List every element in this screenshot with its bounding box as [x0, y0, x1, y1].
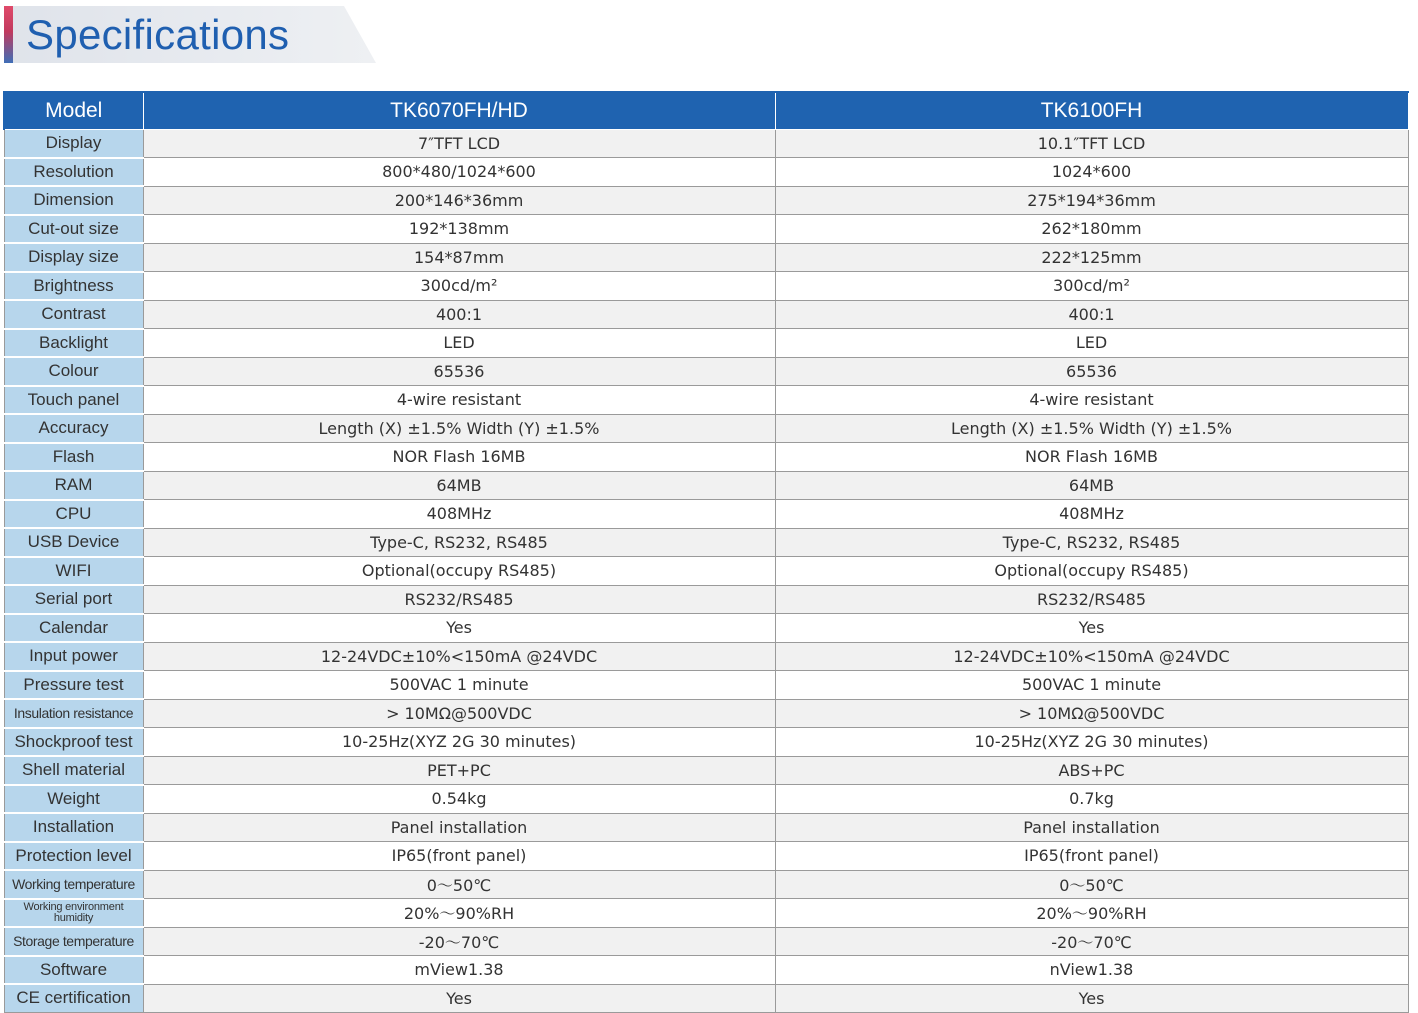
spec-value-tk6070fh-hd: PET+PC — [143, 756, 775, 785]
spec-value-tk6100fh: 275*194*36mm — [775, 186, 1408, 215]
spec-value-tk6070fh-hd: 20%～90%RH — [143, 899, 775, 928]
spec-value-tk6100fh: 4-wire resistant — [775, 386, 1408, 415]
spec-value-tk6070fh-hd: Panel installation — [143, 813, 775, 842]
spec-label: CE certification — [4, 984, 143, 1012]
spec-label: Contrast — [4, 300, 143, 329]
table-row — [4, 984, 1408, 1012]
spec-value-tk6070fh-hd: 400:1 — [143, 300, 775, 329]
spec-label: Input power — [4, 642, 143, 671]
spec-value-tk6070fh-hd: 0～50℃ — [143, 870, 775, 899]
spec-value-tk6100fh: 0.7kg — [775, 785, 1408, 814]
spec-label: Pressure test — [4, 671, 143, 700]
header-tk6100fh: TK6100FH — [775, 92, 1408, 130]
spec-value-tk6070fh-hd: Type-C, RS232, RS485 — [143, 528, 775, 557]
spec-value-tk6100fh: 262*180mm — [775, 215, 1408, 244]
spec-value-tk6070fh-hd: 800*480/1024*600 — [143, 158, 775, 187]
spec-label: Protection level — [4, 842, 143, 871]
spec-value-tk6100fh: LED — [775, 329, 1408, 358]
spec-value-tk6070fh-hd: 300cd/m² — [143, 272, 775, 301]
spec-label: Colour — [4, 357, 143, 386]
spec-label: Shell material — [4, 756, 143, 785]
spec-value-tk6100fh: 10-25Hz(XYZ 2G 30 minutes) — [775, 728, 1408, 757]
table-row — [4, 243, 1408, 272]
spec-value-tk6070fh-hd: Yes — [143, 984, 775, 1012]
spec-value-tk6100fh: RS232/RS485 — [775, 585, 1408, 614]
table-row — [4, 186, 1408, 215]
spec-value-tk6100fh: Length (X) ±1.5% Width (Y) ±1.5% — [775, 414, 1408, 443]
spec-value-tk6100fh: Type-C, RS232, RS485 — [775, 528, 1408, 557]
spec-value-tk6100fh: 64MB — [775, 471, 1408, 500]
spec-value-tk6100fh: IP65(front panel) — [775, 842, 1408, 871]
table-header-row — [4, 92, 1408, 130]
spec-value-tk6070fh-hd: mView1.38 — [143, 956, 775, 985]
spec-label: Weight — [4, 785, 143, 814]
spec-value-tk6100fh: > 10MΩ@500VDC — [775, 699, 1408, 728]
table-row — [4, 813, 1408, 842]
spec-label: Backlight — [4, 329, 143, 358]
spec-value-tk6070fh-hd: Yes — [143, 614, 775, 643]
spec-value-tk6070fh-hd: NOR Flash 16MB — [143, 443, 775, 472]
spec-value-tk6100fh: Yes — [775, 614, 1408, 643]
spec-label: Serial port — [4, 585, 143, 614]
page-title: Specifications — [26, 11, 290, 58]
table-row — [4, 329, 1408, 358]
spec-label: USB Device — [4, 528, 143, 557]
spec-value-tk6070fh-hd: LED — [143, 329, 775, 358]
table-row — [4, 699, 1408, 728]
spec-value-tk6100fh: Panel installation — [775, 813, 1408, 842]
spec-label: Resolution — [4, 158, 143, 187]
spec-label: Storage temperature — [4, 927, 143, 956]
spec-label: Software — [4, 956, 143, 985]
spec-value-tk6070fh-hd: 192*138mm — [143, 215, 775, 244]
table-row — [4, 927, 1408, 956]
table-row — [4, 756, 1408, 785]
spec-value-tk6100fh: ABS+PC — [775, 756, 1408, 785]
table-row — [4, 386, 1408, 415]
spec-value-tk6100fh: 10.1″TFT LCD — [775, 130, 1408, 158]
table-row — [4, 528, 1408, 557]
table-row — [4, 842, 1408, 871]
spec-label: CPU — [4, 500, 143, 529]
table-row — [4, 870, 1408, 899]
spec-label: Display — [4, 130, 143, 158]
spec-label: Display size — [4, 243, 143, 272]
spec-label: Flash — [4, 443, 143, 472]
spec-label: Working temperature — [4, 870, 143, 899]
spec-value-tk6070fh-hd: Optional(occupy RS485) — [143, 557, 775, 586]
spec-value-tk6070fh-hd: 154*87mm — [143, 243, 775, 272]
table-row — [4, 357, 1408, 386]
spec-value-tk6070fh-hd: 0.54kg — [143, 785, 775, 814]
spec-value-tk6070fh-hd: RS232/RS485 — [143, 585, 775, 614]
table-row — [4, 557, 1408, 586]
spec-value-tk6070fh-hd: 500VAC 1 minute — [143, 671, 775, 700]
table-row — [4, 614, 1408, 643]
title-accent-bar — [4, 6, 13, 63]
spec-value-tk6070fh-hd: 64MB — [143, 471, 775, 500]
spec-value-tk6070fh-hd: 65536 — [143, 357, 775, 386]
spec-value-tk6070fh-hd: 12-24VDC±10%<150mA @24VDC — [143, 642, 775, 671]
spec-value-tk6100fh: NOR Flash 16MB — [775, 443, 1408, 472]
spec-value-tk6100fh: 12-24VDC±10%<150mA @24VDC — [775, 642, 1408, 671]
spec-value-tk6100fh: Optional(occupy RS485) — [775, 557, 1408, 586]
spec-label: Cut-out size — [4, 215, 143, 244]
spec-value-tk6070fh-hd: IP65(front panel) — [143, 842, 775, 871]
table-row — [4, 130, 1408, 158]
spec-label: Insulation resistance — [4, 699, 143, 728]
spec-value-tk6100fh: Yes — [775, 984, 1408, 1012]
spec-value-tk6070fh-hd: 200*146*36mm — [143, 186, 775, 215]
table-row — [4, 414, 1408, 443]
table-row — [4, 585, 1408, 614]
table-body — [4, 130, 1408, 1013]
table-row — [4, 272, 1408, 301]
spec-label: WIFI — [4, 557, 143, 586]
table-row — [4, 500, 1408, 529]
table-row — [4, 158, 1408, 187]
spec-label: Installation — [4, 813, 143, 842]
table-row — [4, 443, 1408, 472]
table-row — [4, 471, 1408, 500]
table-row — [4, 300, 1408, 329]
table-row — [4, 215, 1408, 244]
table-row — [4, 785, 1408, 814]
table-row — [4, 642, 1408, 671]
table-row — [4, 899, 1408, 928]
spec-value-tk6100fh: 222*125mm — [775, 243, 1408, 272]
spec-value-tk6100fh: 408MHz — [775, 500, 1408, 529]
spec-label: Dimension — [4, 186, 143, 215]
spec-value-tk6070fh-hd: > 10MΩ@500VDC — [143, 699, 775, 728]
header-tk6070fh-hd: TK6070FH/HD — [143, 92, 775, 130]
spec-value-tk6100fh: 65536 — [775, 357, 1408, 386]
spec-label: Shockproof test — [4, 728, 143, 757]
spec-value-tk6100fh: 1024*600 — [775, 158, 1408, 187]
spec-label: Calendar — [4, 614, 143, 643]
spec-label: Working environment humidity — [4, 899, 143, 928]
spec-value-tk6100fh: 400:1 — [775, 300, 1408, 329]
header-model: Model — [4, 92, 143, 130]
spec-value-tk6070fh-hd: 7″TFT LCD — [143, 130, 775, 158]
spec-value-tk6100fh: 500VAC 1 minute — [775, 671, 1408, 700]
spec-label: Accuracy — [4, 414, 143, 443]
spec-value-tk6100fh: nView1.38 — [775, 956, 1408, 985]
spec-value-tk6070fh-hd: 408MHz — [143, 500, 775, 529]
spec-value-tk6070fh-hd: 4-wire resistant — [143, 386, 775, 415]
spec-value-tk6100fh: 20%～90%RH — [775, 899, 1408, 928]
table-row — [4, 671, 1408, 700]
specifications-table — [3, 91, 1409, 1013]
spec-value-tk6100fh: 0～50℃ — [775, 870, 1408, 899]
spec-label: Touch panel — [4, 386, 143, 415]
spec-value-tk6070fh-hd: Length (X) ±1.5% Width (Y) ±1.5% — [143, 414, 775, 443]
spec-value-tk6100fh: -20～70℃ — [775, 927, 1408, 956]
spec-value-tk6070fh-hd: 10-25Hz(XYZ 2G 30 minutes) — [143, 728, 775, 757]
spec-label: Brightness — [4, 272, 143, 301]
table-row — [4, 728, 1408, 757]
spec-value-tk6100fh: 300cd/m² — [775, 272, 1408, 301]
table-row — [4, 956, 1408, 985]
spec-value-tk6070fh-hd: -20～70℃ — [143, 927, 775, 956]
spec-label: RAM — [4, 471, 143, 500]
